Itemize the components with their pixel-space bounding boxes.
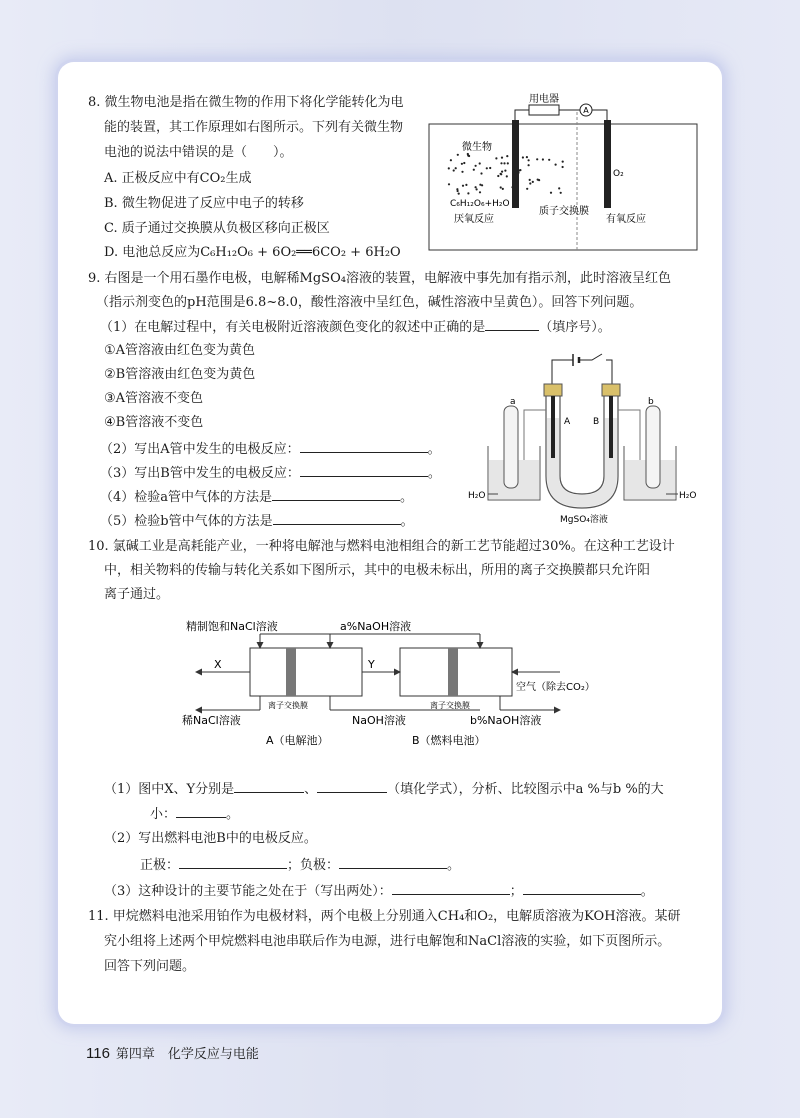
q8-membrane-label: 质子交换膜 bbox=[539, 206, 589, 217]
microbe-dot bbox=[457, 154, 459, 156]
q9-label-B: B bbox=[593, 417, 600, 427]
q10-naoh-out-label: b%NaOH溶液 bbox=[470, 714, 542, 727]
q8-wire-right bbox=[592, 110, 607, 120]
microbe-dot bbox=[448, 183, 450, 185]
microbe-dot bbox=[479, 162, 481, 164]
q10-sub3-blank1[interactable] bbox=[392, 882, 510, 895]
microbe-dot bbox=[461, 171, 463, 173]
q10-membrane-a-label: 离子交换膜 bbox=[268, 701, 308, 710]
q10-stem-line3: 离子通过。 bbox=[104, 587, 170, 602]
q10-sub2: （2）写出燃料电池B中的电极反应。 bbox=[104, 831, 317, 846]
q10-compare-blank[interactable] bbox=[176, 805, 226, 818]
microbe-dot bbox=[526, 188, 528, 190]
q10-naoh-mid-label: NaOH溶液 bbox=[352, 714, 406, 727]
q10-electrodes: 正极： ；负极： 。 bbox=[140, 858, 461, 873]
microbe-dot bbox=[542, 158, 544, 160]
microbe-dot bbox=[522, 156, 524, 158]
chapter-title: 第四章 化学反应与电能 bbox=[115, 1047, 259, 1062]
q8-stem-line3: 电池的说法中错误的是（ ）。 bbox=[104, 145, 293, 160]
q8-option-c: C. 质子通过交换膜从负极区移向正极区 bbox=[104, 221, 330, 236]
q10-stem-line2: 中，相关物料的传输与转化关系如下图所示，其中的电极未标出，所用的离子交换膜都只允许阳 bbox=[104, 563, 651, 578]
q9-solution-label: MgSO₄溶液 bbox=[560, 515, 608, 525]
q9-sub3: （3）写出B管中发生的电极反应： 。 bbox=[100, 466, 441, 481]
q9-sub4-blank[interactable] bbox=[272, 488, 400, 501]
q8-stem-line1: 8. 微生物电池是指在微生物的作用下将化学能转化为电 bbox=[88, 95, 404, 110]
q10-dilute-label: 稀NaCl溶液 bbox=[182, 714, 241, 727]
q10-naoh-in-label: a%NaOH溶液 bbox=[340, 620, 412, 633]
q9-sub2-blank[interactable] bbox=[300, 440, 428, 453]
q10-y-blank[interactable] bbox=[317, 780, 387, 793]
q9-stem-line1: 9. 右图是一个用石墨作电极，电解稀MgSO₄溶液的装置，电解液中事先加有指示剂，此时溶液呈红色 bbox=[88, 271, 671, 286]
q9-choice-3: ③A管溶液不变色 bbox=[104, 391, 204, 406]
q10-sub1 bbox=[104, 780, 664, 799]
q8-glucose-label: C₆H₁₂O₆+H₂O bbox=[450, 199, 510, 209]
q9-electrode-B bbox=[609, 396, 613, 458]
q10-air-label: 空气（除去CO₂） bbox=[516, 682, 595, 693]
q10-membrane-b-label: 离子交换膜 bbox=[430, 701, 470, 710]
q9-sub2-text: （2）写出A管中发生的电极反应： bbox=[100, 442, 300, 457]
microbe-dot bbox=[462, 185, 464, 187]
microbe-dot bbox=[458, 193, 460, 195]
q10-cell-a-caption: A（电解池） bbox=[266, 734, 329, 747]
q10-pos-blank[interactable] bbox=[179, 856, 287, 869]
microbe-dot bbox=[513, 166, 515, 168]
q9-sub5-blank[interactable] bbox=[273, 512, 401, 525]
microbe-dot bbox=[536, 158, 538, 160]
q9-sub4: （4）检验a管中气体的方法是 。 bbox=[100, 490, 414, 505]
q8-microbial-cell-diagram bbox=[428, 92, 700, 252]
microbe-dot bbox=[537, 179, 539, 181]
q8-ammeter-label: A bbox=[583, 106, 589, 115]
microbe-dot bbox=[497, 175, 499, 177]
q8-microbe-label: 微生物 bbox=[462, 142, 492, 153]
q10-neg-label: ；负极： bbox=[287, 858, 340, 873]
microbe-dot bbox=[501, 171, 503, 173]
q9-choice-2: ②B管溶液由红色变为黄色 bbox=[104, 367, 256, 382]
q10-x-blank[interactable] bbox=[234, 780, 304, 793]
q8-device-label: 用电器 bbox=[529, 94, 559, 105]
q10-sub3: （3）这种设计的主要节能之处在于（写出两处）： ； 。 bbox=[104, 884, 654, 899]
q10-y-label: Y bbox=[368, 658, 375, 671]
q10-sub1-tail: （填化学式），分析、比较图示中a %与b %的大 bbox=[387, 782, 664, 797]
microbe-dot bbox=[480, 172, 482, 174]
q9-electrolysis-diagram bbox=[468, 348, 700, 528]
microbe-dot bbox=[526, 156, 528, 158]
q9-electrode-A bbox=[551, 396, 555, 458]
q9-sub4-text: （4）检验a管中气体的方法是 bbox=[100, 490, 273, 505]
q8-left-electrode bbox=[512, 120, 519, 208]
microbe-dot bbox=[475, 165, 477, 167]
q9-choice-4: ④B管溶液不变色 bbox=[104, 415, 204, 430]
microbe-dot bbox=[550, 192, 552, 194]
q9-sub1-text: （1）在电解过程中，有关电极附近溶液颜色变化的叙述中正确的是 bbox=[100, 320, 486, 335]
q9-choice-1: ①A管溶液由红色变为黄色 bbox=[104, 343, 256, 358]
q10-brine-in-label: 精制饱和NaCl溶液 bbox=[186, 620, 278, 633]
microbe-dot bbox=[514, 172, 516, 174]
q9-u-tube-inner bbox=[560, 396, 604, 494]
q9-sub2: （2）写出A管中发生的电极反应： 。 bbox=[100, 442, 441, 457]
microbe-dot bbox=[548, 159, 550, 161]
microbe-dot bbox=[479, 191, 481, 193]
microbe-dot bbox=[504, 170, 506, 172]
microbe-dot bbox=[532, 181, 534, 183]
microbe-dot bbox=[501, 157, 503, 159]
microbe-dot bbox=[476, 188, 478, 190]
microbe-dot bbox=[511, 186, 513, 188]
microbe-dot bbox=[450, 159, 452, 161]
q9-sub1-tail: （填序号）。 bbox=[539, 320, 611, 335]
q8-right-electrode bbox=[604, 120, 611, 208]
microbe-dot bbox=[529, 182, 531, 184]
q10-cell-b-caption: B（燃料电池） bbox=[412, 734, 486, 747]
q10-sub1-text: （1）图中X、Y分别是 bbox=[104, 782, 235, 797]
microbe-dot bbox=[517, 172, 519, 174]
microbe-dot bbox=[461, 163, 463, 165]
q9-water-right-label: H₂O bbox=[679, 491, 697, 501]
q8-device-resistor bbox=[529, 105, 559, 115]
microbe-dot bbox=[562, 166, 564, 168]
q11-stem-line1: 11. 甲烷燃料电池采用铂作为电极材料，两个电极上分别通入CH₄和O₂，电解质溶液为KOH溶液。某研 bbox=[88, 909, 681, 924]
microbe-dot bbox=[500, 162, 502, 164]
q9-stopper-right bbox=[602, 384, 620, 396]
microbe-dot bbox=[453, 169, 455, 171]
q9-sub3-blank[interactable] bbox=[300, 464, 428, 477]
q10-sub3-blank2[interactable] bbox=[523, 882, 641, 895]
q8-aerobic-label: 有氧反应 bbox=[606, 214, 646, 225]
microbe-dot bbox=[560, 192, 562, 194]
page-footer bbox=[86, 1043, 259, 1062]
q10-cell-a bbox=[250, 648, 362, 696]
q9-sub1-blank[interactable] bbox=[485, 318, 539, 331]
q10-sub3-text: （3）这种设计的主要节能之处在于（写出两处）： bbox=[104, 884, 392, 899]
q8-option-d: D. 电池总反应为C₆H₁₂O₆ + 6O₂══6CO₂ + 6H₂O bbox=[104, 245, 401, 260]
microbe-dot bbox=[500, 173, 502, 175]
microbe-dot bbox=[506, 175, 508, 177]
q10-sub1-line2-text: 小： bbox=[150, 807, 177, 822]
microbe-dot bbox=[455, 167, 457, 169]
q10-neg-blank[interactable] bbox=[339, 856, 447, 869]
microbe-dot bbox=[507, 162, 509, 164]
q9-stem-line2: （指示剂变色的pH范围是6.8~8.0，酸性溶液中呈红色，碱性溶液中呈黄色）。回答下列问题。 bbox=[96, 295, 643, 310]
microbe-dot bbox=[506, 155, 508, 157]
microbe-dot bbox=[502, 188, 504, 190]
q10-x-label: X bbox=[214, 658, 222, 671]
q9-label-A: A bbox=[564, 417, 571, 427]
q11-stem-line2: 究小组将上述两个甲烷燃料电池串联后作为电源，进行电解饱和NaCl溶液的实验，如下页图所示。 bbox=[104, 934, 671, 949]
microbe-dot bbox=[528, 159, 530, 161]
q9-stopper-left bbox=[544, 384, 562, 396]
q9-label-a: a bbox=[510, 397, 516, 407]
page-number: 116 bbox=[86, 1045, 110, 1062]
microbe-dot bbox=[519, 169, 521, 171]
q10-pos-label: 正极： bbox=[140, 858, 180, 873]
microbe-dot bbox=[558, 187, 560, 189]
microbe-dot bbox=[555, 164, 557, 166]
microbe-dot bbox=[479, 184, 481, 186]
q9-test-tube-a bbox=[504, 406, 518, 488]
q8-anaerobic-label: 厌氧反应 bbox=[454, 214, 494, 225]
q9-sub5-text: （5）检验b管中气体的方法是 bbox=[100, 514, 273, 529]
microbe-dot bbox=[457, 190, 459, 192]
microbe-dot bbox=[528, 164, 530, 166]
q10-sub1-mid: 、 bbox=[304, 782, 318, 797]
q10-membrane-a bbox=[286, 648, 296, 696]
q8-wire-left bbox=[515, 110, 529, 120]
q8-microbe-dots bbox=[448, 153, 564, 195]
microbe-dot bbox=[448, 167, 450, 169]
microbe-dot bbox=[562, 161, 564, 163]
q9-test-tube-b bbox=[646, 406, 660, 488]
q8-option-a: A. 正极反应中有CO₂生成 bbox=[104, 171, 252, 186]
q8-o2-label: O₂ bbox=[613, 169, 624, 179]
q8-option-b: B. 微生物促进了反应中电子的转移 bbox=[104, 196, 304, 211]
microbe-dot bbox=[473, 169, 475, 171]
microbe-dot bbox=[529, 179, 531, 181]
q11-stem-line3: 回答下列问题。 bbox=[104, 959, 196, 974]
microbe-dot bbox=[467, 192, 469, 194]
microbe-dot bbox=[503, 162, 505, 164]
q9-water-left-label: H₂O bbox=[468, 491, 486, 501]
microbe-dot bbox=[465, 184, 467, 186]
microbe-dot bbox=[500, 186, 502, 188]
microbe-dot bbox=[486, 167, 488, 169]
microbe-dot bbox=[513, 154, 515, 156]
q9-label-b: b bbox=[648, 397, 654, 407]
q8-stem-line2: 能的装置，其工作原理如右图所示。下列有关微生物 bbox=[104, 120, 404, 135]
q10-process-diagram bbox=[180, 614, 600, 752]
q9-switch bbox=[579, 354, 602, 360]
q9-sub3-text: （3）写出B管中发生的电极反应： bbox=[100, 466, 300, 481]
microbe-dot bbox=[489, 167, 491, 169]
microbe-dot bbox=[467, 153, 469, 155]
microbe-dot bbox=[495, 157, 497, 159]
q10-stem-line1: 10. 氯碱工业是高耗能产业，一种将电解池与燃料电池相组合的新工艺节能超过30%。在这种工艺设计 bbox=[88, 539, 675, 554]
microbe-dot bbox=[475, 186, 477, 188]
microbe-dot bbox=[463, 162, 465, 164]
q9-sub1 bbox=[100, 318, 611, 337]
q9-sub5: （5）检验b管中气体的方法是 。 bbox=[100, 514, 414, 529]
q10-membrane-b bbox=[448, 648, 458, 696]
q10-sub1-line2: 小： 。 bbox=[150, 807, 240, 822]
